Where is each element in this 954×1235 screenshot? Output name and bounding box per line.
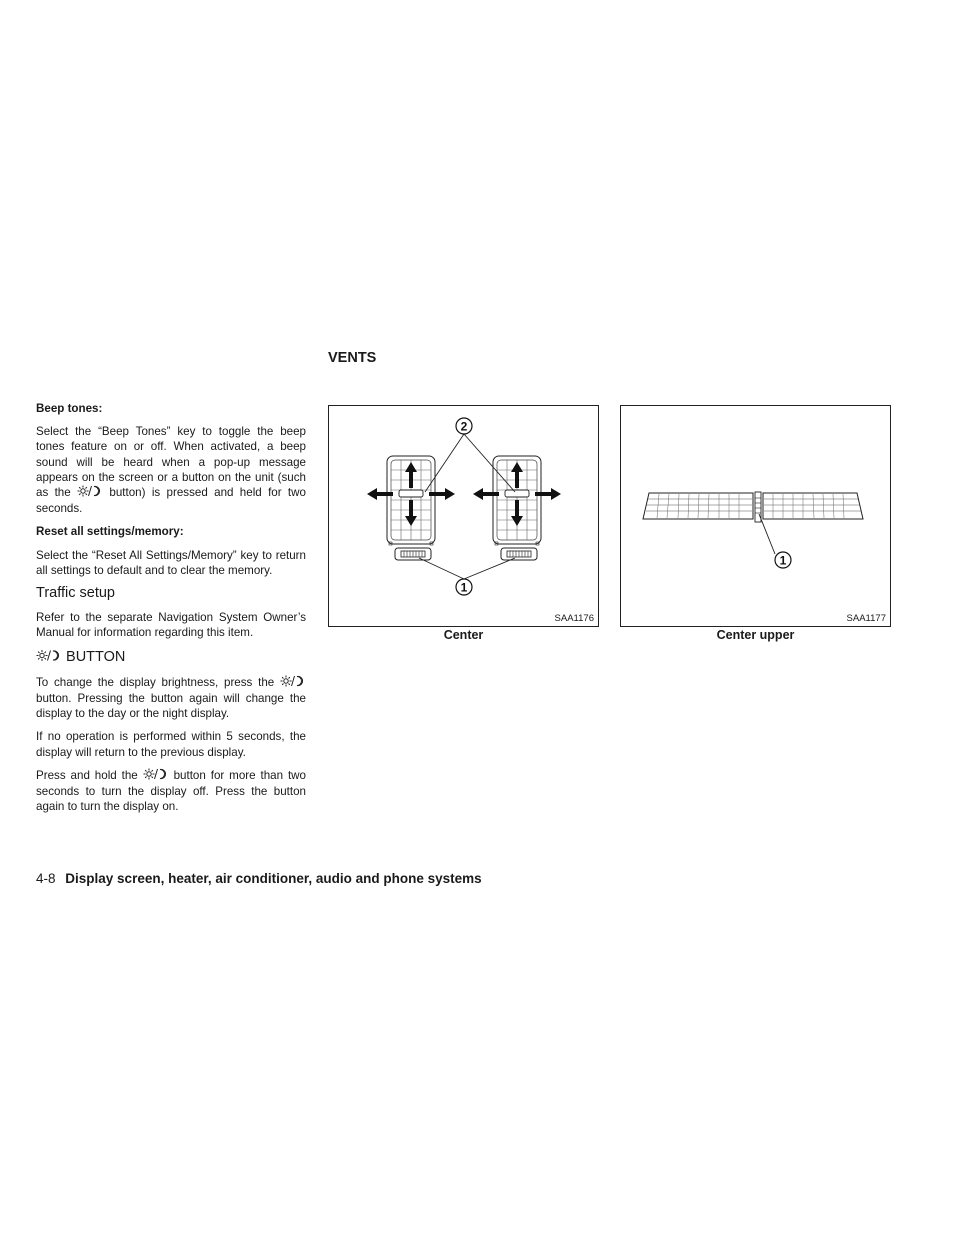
beep-tones-text-part1: Select the “Beep Tones” key to toggle the beep tones feature on or off. When activated, a beep sound will be heard when a pop-up message appears on the screen or a button on the unit (such as the [36, 425, 306, 500]
callout-1 [775, 552, 791, 568]
sun-moon-icon [36, 649, 62, 666]
reset-settings-heading: Reset all settings/memory: [36, 525, 184, 539]
figure-code: SAA1177 [846, 613, 886, 624]
traffic-setup-text: Refer to the separate Navigation System Owner’s Manual for information regarding this item. [36, 611, 306, 640]
button-text-1 [36, 675, 306, 722]
chapter-title: Display screen, heater, air conditioner, audio and phone systems [65, 871, 482, 886]
page-footer [36, 871, 482, 886]
reset-settings-text: Select the “Reset All Settings/Memory” key to return all settings to default and to clear the memory. [36, 548, 306, 577]
button-text-3 [36, 768, 306, 815]
callout-2-label: 2 [460, 419, 468, 434]
button-heading-label: BUTTON [66, 648, 126, 665]
vents-heading: VENTS [328, 350, 377, 366]
button-text-2: If no operation is performed within 5 seconds, the display will return to the previous display. [36, 730, 306, 759]
left-column [36, 401, 306, 822]
beep-tones-text-part2: button) is pressed and held for two seconds. [36, 486, 306, 516]
beep-tones-heading: Beep tones: [36, 402, 103, 415]
sun-moon-icon [280, 675, 306, 691]
button-heading [36, 649, 306, 666]
figure-code: SAA1176 [554, 613, 594, 624]
beep-tones-text [36, 424, 306, 516]
callout-1 [456, 579, 472, 595]
button-text-1-part2: button. Pressing the button again will change the display to the day or the night display. [36, 692, 306, 721]
callout-leader-line [759, 514, 775, 554]
center-upper-caption: Center upper [716, 628, 795, 642]
callout-2 [456, 418, 472, 434]
center-vents-figure [328, 405, 599, 627]
center-upper-vent-illustration [621, 406, 890, 626]
center-upper-vent-figure [620, 405, 891, 627]
sun-moon-icon [143, 768, 169, 784]
button-text-1-part1: To change the display brightness, press the [36, 675, 275, 689]
sun-moon-icon [77, 485, 103, 501]
center-vents-illustration [329, 406, 598, 626]
callout-1-label: 1 [779, 553, 787, 568]
page-number: 4-8 [36, 871, 56, 886]
center-caption: Center [443, 628, 484, 642]
traffic-setup-heading: Traffic setup [36, 585, 115, 602]
button-text-3-part1: Press and hold the [36, 768, 138, 782]
callout-1-label: 1 [460, 580, 468, 595]
button-text-3-part2: button for more than two seconds to turn the display off. Press the button again to turn the display on. [36, 768, 307, 814]
